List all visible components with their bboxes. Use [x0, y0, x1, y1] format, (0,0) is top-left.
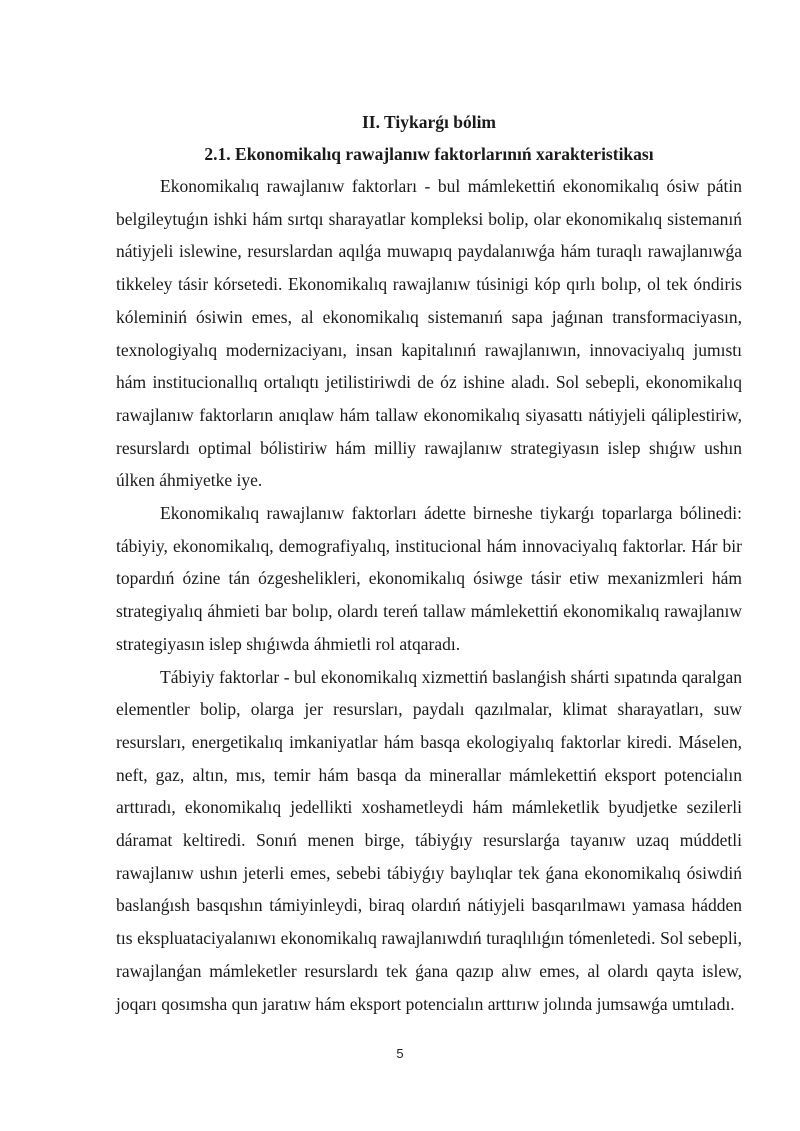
paragraph: Ekonomikalıq rawajlanıw faktorları - bul mámlekettiń ekonomikalıq ósiw pátin belgileytuǵın ishki hám sırtqı sharayatlar kompleksi bolip, olar ekonomikalıq sistemanıń nátiyjeli islewine, resurslardan aqılǵa muwapıq paydalanıwǵa hám turaqlı rawajlanıwǵa tikkeley tásir kórsetedi. Ekonomikalıq rawajlanıw túsinigi kóp qırlı bolıp, ol tek óndiris kóleminiń ósiwin emes, al ekonomikalıq sistemanıń sapa jaǵınan transformaciyasın, texnologiyalıq modernizaciyanı, insan kapitalınıń rawajlanıwın, innovaciyalıq jumıstı hám institucionallıq ortalıqtı jetilistiriwdi de óz ishine aladı. Sol sebepli, ekonomikalıq rawajlanıw faktorların anıqlaw hám tallaw ekonomikalıq siyasattı nátiyjeli qáliplestiriw, resurslardı optimal bólistiriw hám milliy rawajlanıw strategiyasın islep shıǵıw ushın úlken áhmiyetke iye.	[116, 176, 742, 491]
paragraph: Ekonomikalıq rawajlanıw faktorları ádette birneshe tiykarǵı toparlarga bólinedi: tábiyiy, ekonomikalıq, demografiyalıq, institucional hám innovaciyalıq faktorlar. Hár bir topardıń ózine tán ózgeshelikleri, ekonomikalıq ósiwge tásir etiw mexanizmleri hám strategiyalıq áhmieti bar bolıp, olardı tereń tallaw mámlekettiń ekonomikalıq rawajlanıw strategiyasın islep shıǵıwda áhmietli rol atqaradı.	[116, 503, 742, 654]
paragraph: Tábiyiy faktorlar - bul ekonomikalıq xizmettiń baslanǵish shárti sıpatında qaralgan elementler bolip, olarga jer resursları, paydalı qazılmalar, klimat sharayatları, suw resursları, energetikalıq imkaniyatlar hám basqa ekologiyalıq faktorlar kiredi. Máselen, neft, gaz, altın, mıs, temir hám basqa da minerallar mámlekettiń eksport potencialın arttıradı, ekonomikalıq jedellikti xoshametleydi hám mámleketlik byudjetke sezilerli dáramat keltiredi. Sonıń menen birge, tábiyǵıy resurslarǵa tayanıw uzaq múddetli rawajlanıw ushın jeterli emes, sebebi tábiyǵıy baylıqlar tek ǵana ekonomikalıq ósiwdiń baslanǵısh basqıshın támiyinleydi, biraq olardıń nátiyjeli basqarılmawı yamasa hádden tıs ekspluataciyalanıwı ekonomikalıq rawajlanıwdıń turaqlılıǵın tómenletedi. Sol sebepli, rawajlanǵan mámleketler resurslardı tek ǵana qazıp alıw emes, al olardı qayta islew, joqarı qosımsha qun jaratıw hám eksport potencialın arttırıw jolında jumsawǵa umtıladı.	[116, 666, 742, 1014]
document-page	[116, 106, 742, 1020]
subsection-title: 2.1. Ekonomikalıq rawajlanıw faktorlarınıń xarakteristikası	[204, 144, 654, 164]
page-number: 5	[396, 1046, 404, 1061]
section-title: II. Tiykarǵı bólim	[361, 112, 497, 132]
